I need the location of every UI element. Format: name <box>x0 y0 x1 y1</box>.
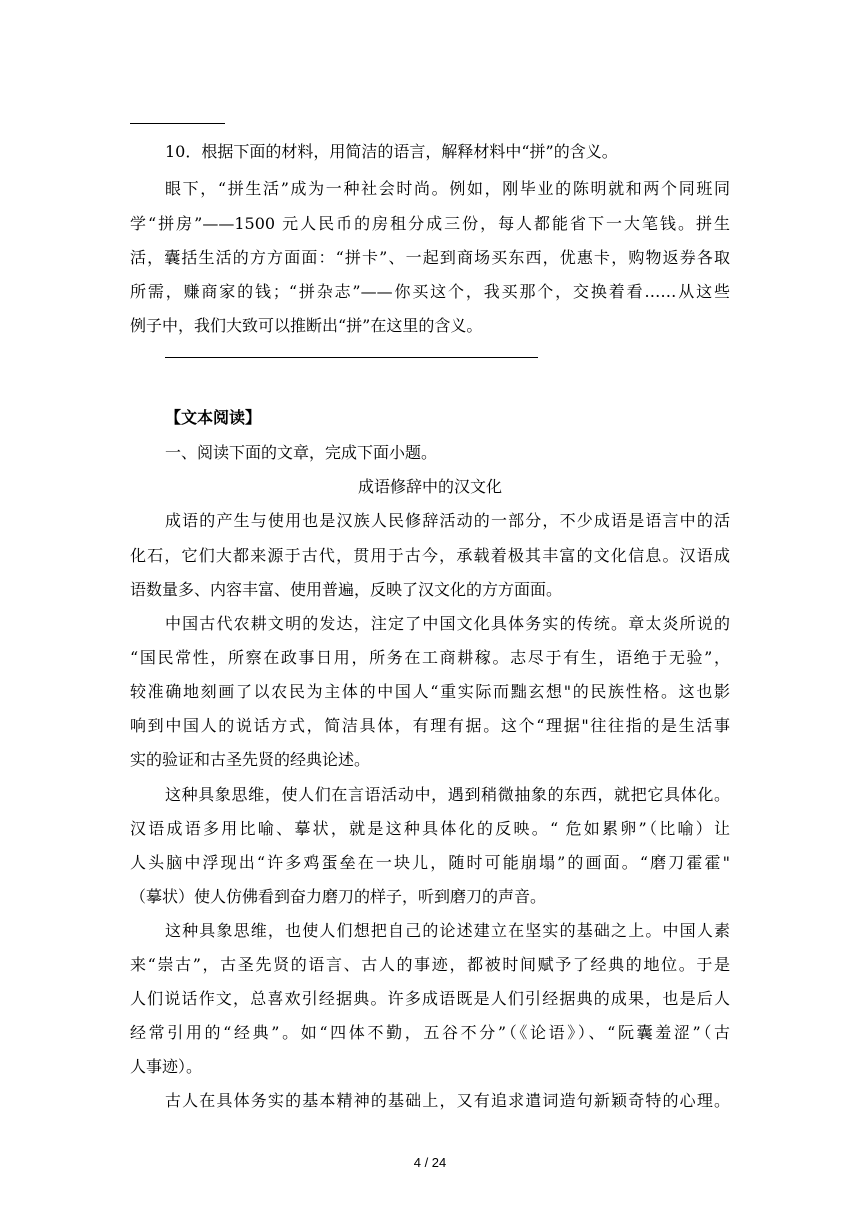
article-line: 较准确地刻画了以农民为主体的中国人“重实际而黜玄想"的民族性格。这也影 <box>130 682 730 701</box>
article-line: 实的验证和古圣先贤的经典论述。 <box>130 750 371 769</box>
page-number: 4 / 24 <box>413 1155 447 1170</box>
reading-instruction: 一、阅读下面的文章，完成下面小题。 <box>165 443 438 462</box>
article-line: 响到中国人的说话方式，简洁具体，有理有据。这个“理据"往往指的是生活事 <box>130 716 730 735</box>
article-line: 这种具象思维，使人们在言语活动中，遇到稍微抽象的东西，就把它具体化。 <box>165 785 730 804</box>
material-line: 活，囊括生活的方方面面：“拼卡”、一起到商场买东西，优惠卡，购物返券各取 <box>130 248 730 267</box>
section-heading: 【文本阅读】 <box>165 408 262 427</box>
article-line: 成语的产生与使用也是汉族人民修辞活动的一部分，不少成语是语言中的活 <box>165 511 730 530</box>
article-line: 古人在具体务实的基本精神的基础上，又有追求遣词造句新颖奇特的心理。 <box>165 1091 730 1110</box>
article-title: 成语修辞中的汉文化 <box>357 477 502 496</box>
article-line: （摹状）使人仿佛看到奋力磨刀的样子，听到磨刀的声音。 <box>130 887 547 906</box>
article-line: 人们说话作文，总喜欢引经据典。许多成语既是人们引经据典的成果，也是后人 <box>130 989 730 1008</box>
article-line: 汉语成语多用比喻、摹状，就是这种具体化的反映。“ 危如累卵”（比喻）让 <box>130 819 730 838</box>
article-line: 人事迹）。 <box>130 1057 203 1076</box>
article-line: 人头脑中浮现出“许多鸡蛋垒在一块儿，随时可能崩塌”的画面。“磨刀霍霍" <box>130 853 730 872</box>
material-line: 例子中，我们大致可以推断出“拼”在这里的含义。 <box>130 316 483 335</box>
article-line: 这种具象思维，也使人们想把自己的论述建立在坚实的基础之上。中国人素 <box>165 921 730 940</box>
article-line: 中国古代农耕文明的发达，注定了中国文化具体务实的传统。章太炎所说的 <box>165 614 730 633</box>
article-line: 语数量多、内容丰富、使用普遍，反映了汉文化的方方面面。 <box>130 580 563 599</box>
material-line: 学“拼房”——1500 元人民币的房租分成三份，每人都能省下一大笔钱。拼生 <box>130 214 730 233</box>
article-line: 化石，它们大都来源于古代，贯用于古今，承载着极其丰富的文化信息。汉语成 <box>130 546 730 565</box>
question-10-prompt: 10．根据下面的材料，用简洁的语言，解释材料中“拼”的含义。 <box>165 142 618 161</box>
answer-line <box>165 357 538 358</box>
article-line: 来“崇古”，古圣先贤的语言、古人的事迹，都被时间赋予了经典的地位。于是 <box>130 955 730 974</box>
article-line: “国民常性，所察在政事日用，所务在工商耕稼。志尽于有生，语绝于无验”， <box>130 648 730 667</box>
material-line: 所需，赚商家的钱；“拼杂志”——你买这个，我买那个，交换着看……从这些 <box>130 282 730 301</box>
material-line: 眼下，“拼生活”成为一种社会时尚。例如，刚毕业的陈明就和两个同班同 <box>165 179 730 198</box>
top-answer-line <box>130 123 225 124</box>
article-line: 经常引用的“经典”。如“四体不勤，五谷不分”（《论语》）、“阮囊羞涩”（古 <box>130 1023 730 1042</box>
